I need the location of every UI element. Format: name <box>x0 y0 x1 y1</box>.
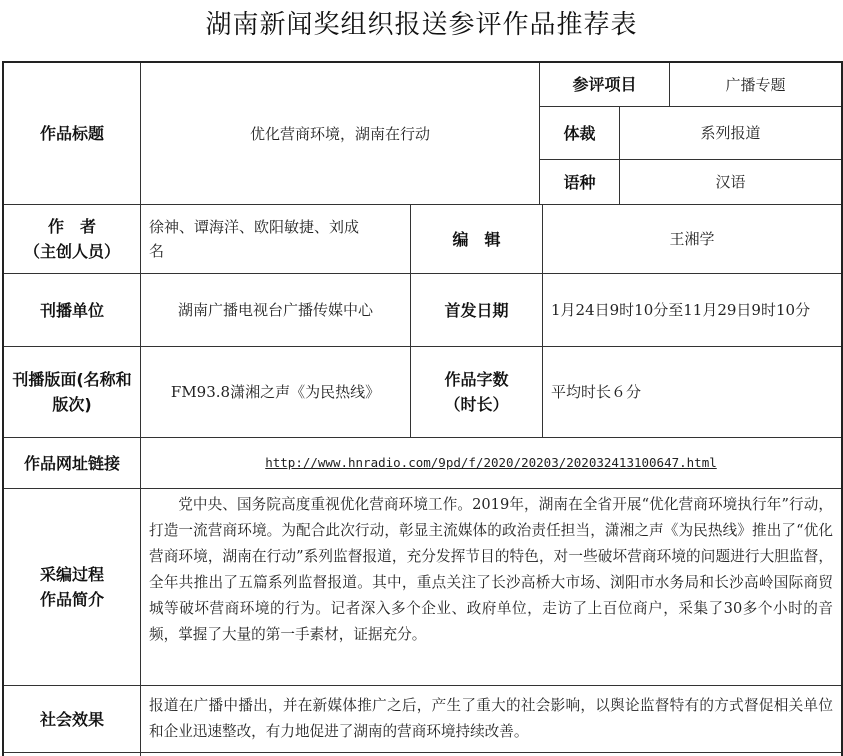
title-value: 优化营商环境，湖南在行动 <box>249 124 430 143</box>
first-date-label: 首发日期 <box>444 300 509 320</box>
language-value: 汉语 <box>715 173 746 191</box>
process-text: 党中央、国务院高度重视优化营商环境工作。2019年，湖南在全省开展“优化营商环境执行年”行动，打造一流营商环境。为配合此次行动，彰显主流媒体的政治责任担当，潇湘之声《为民热线》推出了“优化营商环境，湖南在行动”系列监督报道，充分发挥节目的特色，对一些破坏营商环境的问题进行大胆监督，全年共推出了五篇系列监督报道。其中，重点关注了长沙高桥大市场、浏阳市水务局和长沙高岭国际商贸城等破坏营商环境的行为。记者深入多个企业、政府单位，走访了上百位商户，采集了30多个小时的音频，掌握了大量的第一手素材，证据充分。 <box>149 496 833 643</box>
edition-value: FM93.8潇湘之声《为民热线》 <box>170 383 381 401</box>
publisher-value: 湖南广播电视台广播传媒中心 <box>177 301 373 319</box>
publisher-label: 刊播单位 <box>39 300 104 320</box>
length-label <box>411 347 542 437</box>
effect-text: 报道在广播中播出，并在新媒体推广之后，产生了重大的社会影响，以舆论监督特有的方式督促相关单位和企业迅速整改，有力地促进了湖南的营商环境持续改善。 <box>149 697 833 740</box>
author-label-line1: 作 者 <box>47 217 96 236</box>
category-value: 广播专题 <box>725 75 786 94</box>
first-date-value: 1月24日9时10分至11月29日9时10分 <box>551 301 811 319</box>
url-label: 作品网址链接 <box>23 453 120 473</box>
process-label-line1: 采编过程 <box>39 565 104 584</box>
author-value: 徐神、谭海洋、欧阳敏捷、刘成名 <box>149 218 360 260</box>
title-label: 作品标题 <box>39 124 104 143</box>
editor-label: 编 辑 <box>452 229 501 249</box>
edition-label: 刊播版面(名称和版次) <box>12 370 132 414</box>
length-value: 平均时长６分 <box>551 383 642 401</box>
work-url-link[interactable]: http://www.hnradio.com/9pd/f/2020/20203/202032413100647.html <box>265 455 717 470</box>
length-label-line1: 作品字数 <box>444 370 509 389</box>
effect-label: 社会效果 <box>39 709 104 729</box>
author-label-line2: （主创人员） <box>23 242 120 261</box>
recommendation-form <box>2 61 843 756</box>
row-divider <box>4 752 841 753</box>
length-label-line2: （时长） <box>444 395 509 414</box>
process-label <box>4 489 140 685</box>
editor-value: 王湘学 <box>669 230 715 248</box>
category-label: 参评项目 <box>572 75 637 94</box>
genre-label: 体裁 <box>563 123 596 143</box>
language-label: 语种 <box>563 172 596 192</box>
genre-value: 系列报道 <box>700 124 761 142</box>
author-label <box>4 205 140 273</box>
process-label-line2: 作品简介 <box>39 590 104 609</box>
page-title: 湖南新闻奖组织报送参评作品推荐表 <box>205 10 638 40</box>
